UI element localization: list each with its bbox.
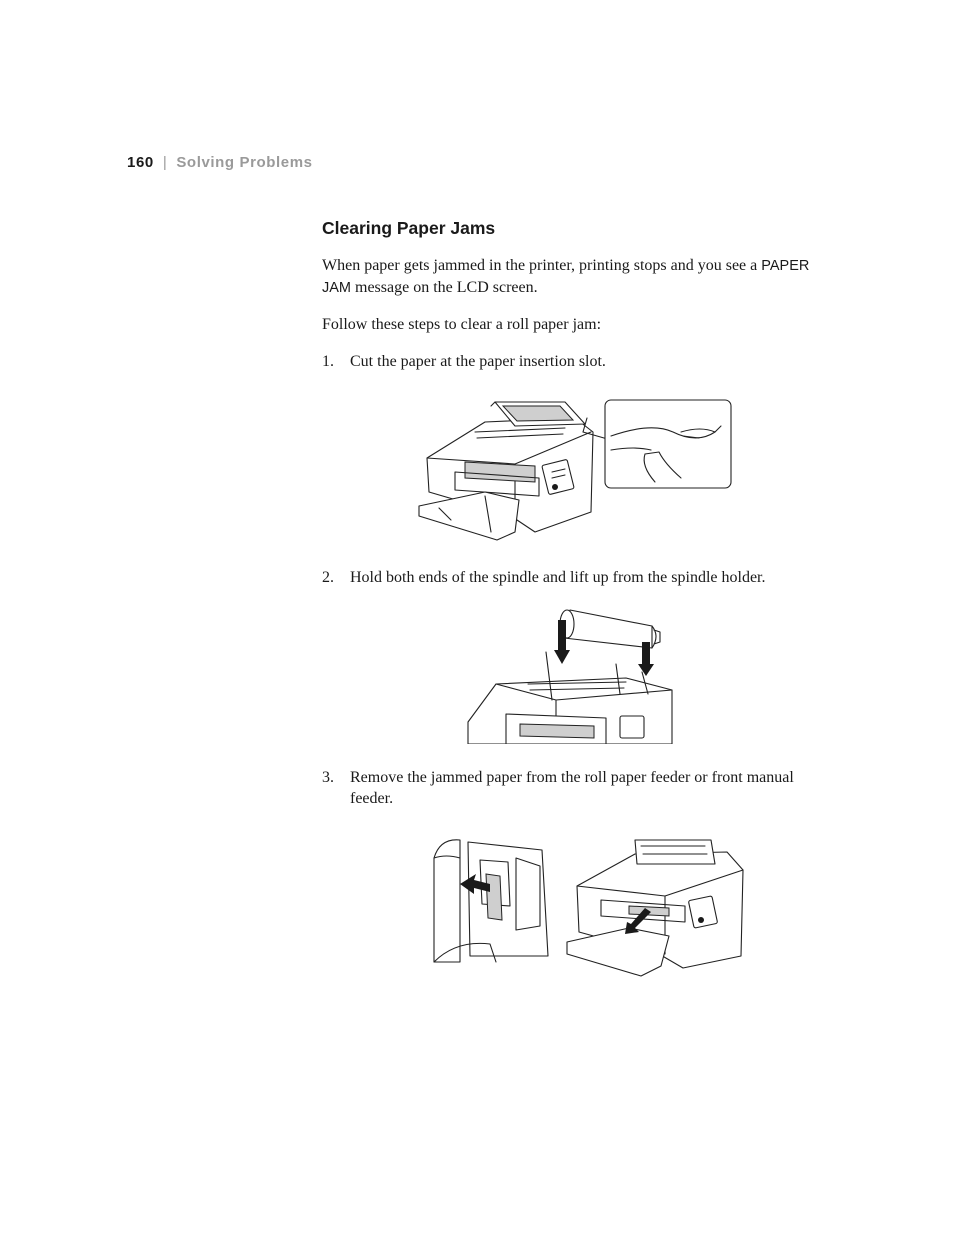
- page-header: [127, 154, 313, 171]
- step-1: [322, 351, 822, 372]
- cut-paper-illustration: [415, 392, 735, 544]
- intro-text-before: When paper gets jammed in the printer, printing stops and you see a: [322, 257, 762, 274]
- intro-text-after: message on the LCD screen.: [351, 279, 538, 296]
- intro-paragraph: [322, 255, 832, 299]
- step-2-number: 2.: [322, 569, 334, 586]
- step-3-text: Remove the jammed paper from the roll paper feeder or front manual feeder.: [350, 769, 794, 807]
- step-2-text: Hold both ends of the spindle and lift up from the spindle holder.: [350, 569, 766, 586]
- step-1-number: 1.: [322, 353, 334, 370]
- page-title: Clearing Paper Jams: [322, 218, 496, 238]
- step-2: [322, 567, 822, 588]
- page-number: 160: [127, 154, 154, 171]
- step-3-number: 3.: [322, 769, 334, 786]
- header-separator: |: [162, 154, 168, 171]
- roll-feeder-illustration: [430, 836, 552, 964]
- step-1-text: Cut the paper at the paper insertion slot.: [350, 353, 606, 370]
- front-feeder-illustration: [565, 836, 747, 978]
- paper-jam-message: PAPER JAM: [322, 258, 810, 296]
- lead-paragraph: Follow these steps to clear a roll paper jam:: [322, 316, 602, 333]
- section-title: Solving Problems: [176, 154, 313, 171]
- step-3: [322, 767, 822, 809]
- lift-spindle-illustration: [466, 604, 680, 744]
